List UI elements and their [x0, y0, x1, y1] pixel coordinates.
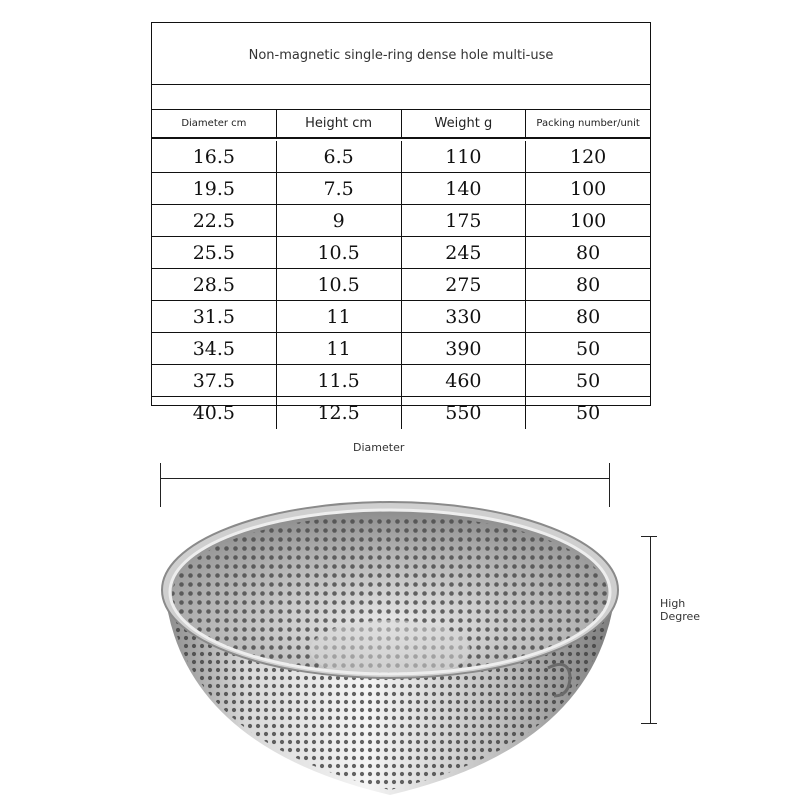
cell-diameter: 16.5: [152, 141, 277, 172]
header-weight: Weight g: [402, 110, 527, 137]
cell-packing: 100: [569, 209, 607, 232]
cell-height: 10.5: [277, 269, 402, 300]
table-row: [152, 397, 650, 429]
table-body: [152, 141, 650, 424]
cell-weight: 550: [402, 397, 527, 429]
cell-weight: 175: [402, 205, 527, 236]
cell-height: 6.5: [277, 141, 402, 172]
header-height: Height cm: [277, 110, 402, 137]
cell-packing: 50: [576, 402, 601, 424]
header-diameter: Diameter cm: [152, 110, 277, 137]
diameter-line: [161, 478, 610, 479]
cell-height: 11.5: [277, 365, 402, 396]
cell-height: 11: [277, 301, 402, 332]
table-row: [152, 205, 650, 237]
cell-packing: 80: [576, 273, 601, 296]
cell-diameter: 19.5: [152, 173, 277, 204]
cell-height: 9: [277, 205, 402, 236]
spec-table: [151, 22, 651, 424]
table-title: Non-magnetic single-ring dense hole multi-use: [152, 23, 650, 85]
table-row: [152, 365, 650, 397]
cell-packing: 80: [576, 305, 601, 328]
header-packing: Packing number/unit: [536, 118, 640, 129]
height-line: [650, 536, 651, 724]
table-row: [152, 269, 650, 301]
cell-height: 12.5: [277, 397, 402, 429]
cell-diameter: 37.5: [152, 365, 277, 396]
height-tick-bottom: [641, 723, 657, 724]
cell-weight: 245: [402, 237, 527, 268]
colander-image: [150, 490, 630, 800]
diameter-label: Diameter: [353, 441, 405, 454]
table-header-row: [152, 109, 650, 139]
cell-packing: 120: [569, 145, 607, 168]
cell-diameter: 31.5: [152, 301, 277, 332]
cell-diameter: 25.5: [152, 237, 277, 268]
table-row: [152, 173, 650, 205]
height-tick-top: [641, 536, 657, 537]
cell-packing: 100: [569, 177, 607, 200]
cell-diameter: 22.5: [152, 205, 277, 236]
cell-height: 11: [277, 333, 402, 364]
cell-weight: 140: [402, 173, 527, 204]
cell-weight: 110: [402, 141, 527, 172]
cell-weight: 275: [402, 269, 527, 300]
height-label: High Degree: [660, 597, 701, 623]
cell-diameter: 28.5: [152, 269, 277, 300]
cell-height: 10.5: [277, 237, 402, 268]
table-row: [152, 141, 650, 173]
cell-diameter: 34.5: [152, 333, 277, 364]
cell-packing: 50: [576, 337, 601, 360]
table-row: [152, 333, 650, 365]
cell-diameter: 40.5: [152, 397, 277, 429]
cell-height: 7.5: [277, 173, 402, 204]
cell-weight: 390: [402, 333, 527, 364]
cell-weight: 330: [402, 301, 527, 332]
table-row: [152, 237, 650, 269]
cell-packing: 80: [576, 241, 601, 264]
cell-packing: 50: [576, 369, 601, 392]
table-row: [152, 301, 650, 333]
cell-weight: 460: [402, 365, 527, 396]
